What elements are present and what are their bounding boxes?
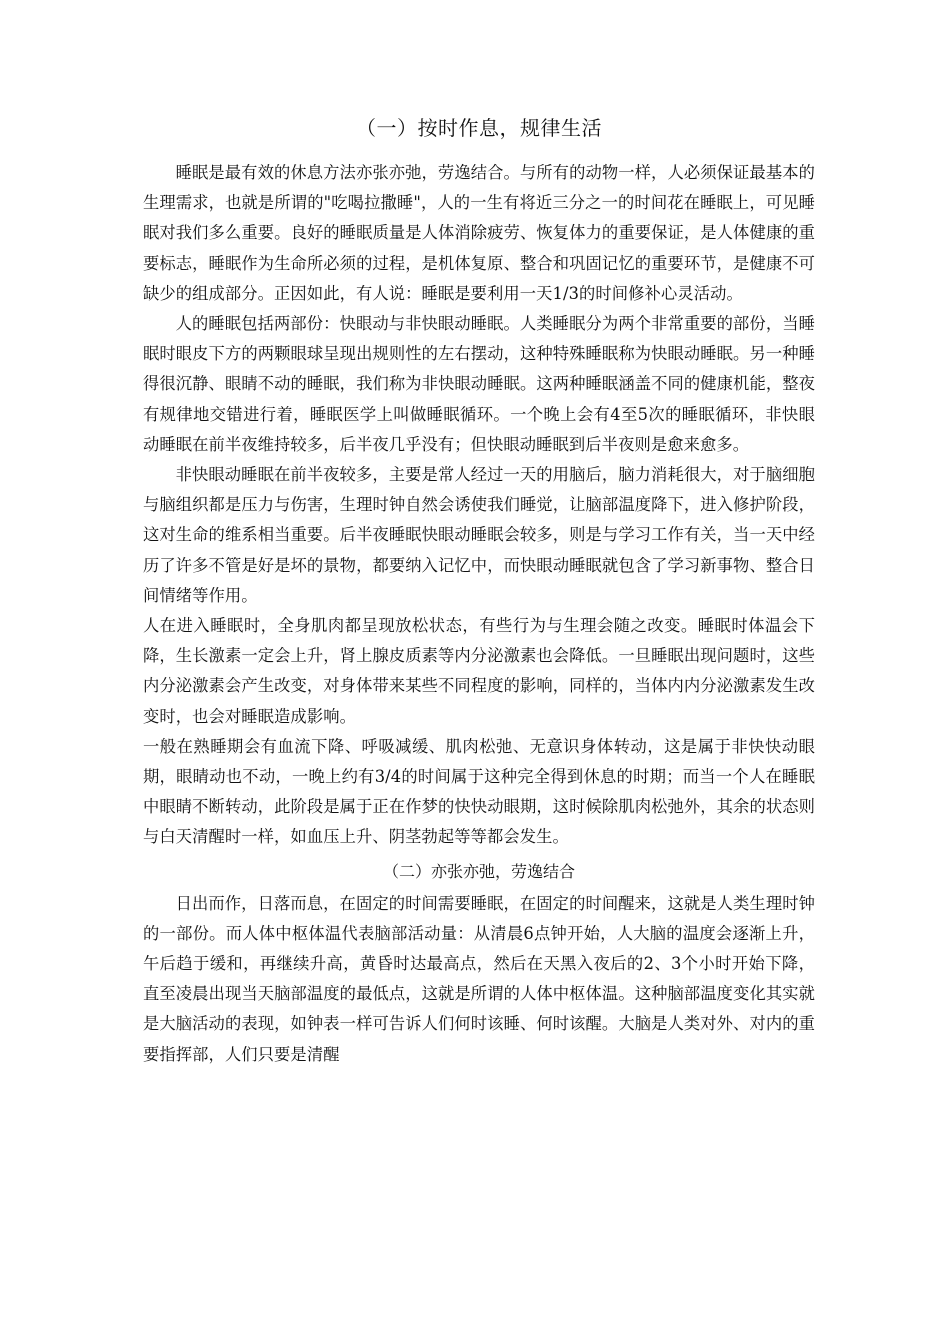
paragraph-3: 非快眼动睡眠在前半夜较多，主要是常人经过一天的用脑后，脑力消耗很大，对于脑细胞与脑组织都是压力与伤害，生理时钟自然会诱使我们睡觉，让脑部温度降下，进入修护阶段，这对生命的维系相当重要。后半夜睡眠快眼动睡眠会较多，则是与学习工作有关，当一天中经历了许多不管是好是坏的景物，都要纳入记忆中，而快眼动睡眠就包含了学习新事物、整合日间情绪等作用。 bbox=[143, 465, 815, 605]
paragraph-1: 睡眠是最有效的休息方法亦张亦弛，劳逸结合。与所有的动物一样，人必须保证最基本的生理需求，也就是所谓的"吃喝拉撒睡"，人的一生有将近三分之一的时间花在睡眠上，可见睡眠对我们多么重要。良好的睡眠质量是人体消除疲劳、恢复体力的重要保证，是人体健康的重要标志，睡眠作为生命所必须的过程，是机体复原、整合和巩固记忆的重要环节，是健康不可缺少的组成部分。正因如此，有人说：睡眠是要利用一天1/3的时间修补心灵活动。 bbox=[143, 163, 815, 303]
paragraph-6: 日出而作，日落而息，在固定的时间需要睡眠，在固定的时间醒来，这就是人类生理时钟的一部份。而人体中枢体温代表脑部活动量：从清晨6点钟开始，人大脑的温度会逐渐上升，午后趋于缓和，再继续升高，黄昏时达最高点，然后在天黑入夜后的2、3个小时开始下降，直至凌晨出现当天脑部温度的最低点，这就是所谓的人体中枢体温。这种脑部温度变化其实就是大脑活动的表现，如钟表一样可告诉人们何时该睡、何时该醒。大脑是人类对外、对内的重要指挥部，人们只要是清醒 bbox=[143, 893, 815, 1064]
section-title-2: （二）亦张亦弛，劳逸结合 bbox=[382, 861, 575, 881]
document-body bbox=[143, 112, 815, 1070]
paragraph-2: 人的睡眠包括两部份：快眼动与非快眼动睡眠。人类睡眠分为两个非常重要的部份，当睡眠时眼皮下方的两颗眼球呈现出规则性的左右摆动，这种特殊睡眠称为快眼动睡眠。另一种睡得很沉静、眼睛不动的睡眠，我们称为非快眼动睡眠。这两种睡眠涵盖不同的健康机能，整夜有规律地交错进行着，睡眠医学上叫做睡眠循环。一个晚上会有4至5次的睡眠循环，非快眼动睡眠在前半夜维持较多，后半夜几乎没有；但快眼动睡眠到后半夜则是愈来愈多。 bbox=[143, 314, 815, 454]
paragraph-5: 一般在熟睡期会有血流下降、呼吸减缓、肌肉松弛、无意识身体转动，这是属于非快快动眼期，眼睛动也不动，一晚上约有3/4的时间属于这种完全得到休息的时期；而当一个人在睡眠中眼睛不断转动，此阶段是属于正在作梦的快快动眼期，这时候除肌肉松弛外，其余的状态则与白天清醒时一样，如血压上升、阴茎勃起等等都会发生。 bbox=[143, 736, 815, 847]
section-title-1: （一）按时作息，规律生活 bbox=[356, 116, 602, 140]
paragraph-4: 人在进入睡眠时，全身肌肉都呈现放松状态，有些行为与生理会随之改变。睡眠时体温会下降，生长激素一定会上升，肾上腺皮质素等内分泌激素也会降低。一旦睡眠出现问题时，这些内分泌激素会产生改变，对身体带来某些不同程度的影响，同样的，当体内内分泌激素发生改变时，也会对睡眠造成影响。 bbox=[143, 616, 815, 726]
